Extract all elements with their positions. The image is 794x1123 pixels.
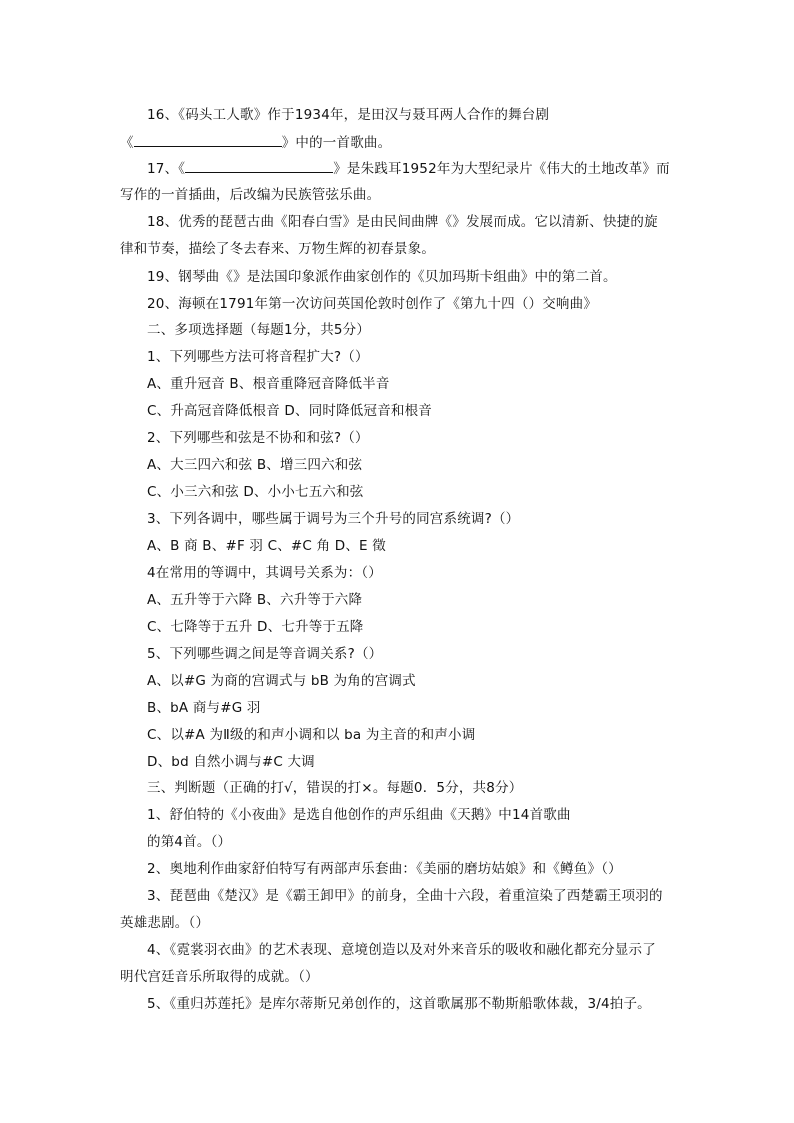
judge-question-1-line-1: 1、舒伯特的《小夜曲》是选自他创作的声乐组曲《天鹅》中14首歌曲 — [147, 807, 571, 823]
mc-question-5-option-a: A、以#G 为商的宫调式与 bB 为角的宫调式 — [147, 673, 416, 689]
mc-question-2-options-cd: C、小三六和弦 D、小小七五六和弦 — [147, 484, 364, 500]
judge-question-4-line-2: 明代宫廷音乐所取得的成就。（） — [120, 969, 319, 985]
mc-question-3-options: A、B 商 B、#F 羽 C、#C 角 D、E 徵 — [147, 538, 386, 554]
question-16-answer-blank[interactable] — [134, 133, 282, 147]
question-18-line-2: 律和节奏，描绘了冬去春来、万物生辉的初春景象。 — [120, 241, 436, 257]
judge-question-3-line-1: 3、琵琶曲《楚汉》是《霸王卸甲》的前身，全曲十六段，着重渲染了西楚霸王项羽的 — [147, 888, 663, 904]
judge-question-5: 5、《重归苏莲托》是库尔蒂斯兄弟创作的，这首歌属那不勒斯船歌体裁，3/4拍子。 — [147, 996, 651, 1012]
question-17-line-2: 写作的一首插曲，后改编为民族管弦乐曲。 — [120, 187, 381, 203]
question-16-text: 16、《码头工人歌》作于1934年，是田汉与聂耳两人合作的舞台剧 — [147, 107, 550, 123]
mc-question-1-options-ab: A、重升冠音 B、根音重降冠音降低半音 — [147, 376, 390, 392]
section-3-title: 三、判断题（正确的打√，错误的打×。每题0．5分，共8分） — [147, 780, 523, 796]
judge-question-3-line-2: 英雄悲剧。（） — [120, 915, 210, 931]
question-16-close-text: 》中的一首歌曲。 — [281, 135, 392, 151]
mc-question-3: 3、下列各调中，哪些属于调号为三个升号的同宫系统调?（） — [147, 511, 520, 527]
mc-question-5-option-d: D、bd 自然小调与#C 大调 — [147, 754, 315, 770]
question-16-open-bracket: 《 — [120, 135, 134, 151]
judge-question-2: 2、奥地利作曲家舒伯特写有两部声乐套曲：《美丽的磨坊姑娘》和《鳟鱼》（） — [147, 861, 622, 877]
mc-question-1: 1、下列哪些方法可将音程扩大?（） — [147, 349, 369, 365]
question-16-line-1 — [147, 106, 549, 124]
mc-question-1-options-cd: C、升高冠音降低根音 D、同时降低冠音和根音 — [147, 403, 433, 419]
section-2-title: 二、多项选择题（每题1分，共5分） — [147, 322, 371, 338]
question-20-line: 20、海顿在1791年第一次访问英国伦敦时创作了《第九十四（）交响曲》 — [147, 296, 598, 312]
question-17-suffix: 》是朱践耳1952年为大型纪录片《伟大的土地改革》而 — [333, 161, 670, 177]
question-17-answer-blank[interactable] — [185, 159, 333, 173]
mc-question-4-options-ab: A、五升等于六降 B、六升等于六降 — [147, 592, 363, 608]
question-17-prefix: 17、《 — [147, 161, 186, 177]
mc-question-4: 4在常用的等调中，其调号关系为：（） — [147, 565, 382, 581]
mc-question-2: 2、下列哪些和弦是不协和和弦?（） — [147, 430, 369, 446]
mc-question-4-options-cd: C、七降等于五升 D、七升等于五降 — [147, 619, 364, 635]
judge-question-4-line-1: 4、《霓裳羽衣曲》的艺术表现、意境创造以及对外来音乐的吸收和融化都充分显示了 — [147, 942, 656, 958]
mc-question-5: 5、下列哪些调之间是等音调关系?（） — [147, 646, 383, 662]
question-16-line-2 — [120, 133, 391, 152]
mc-question-5-option-c: C、以#A 为Ⅱ级的和声小调和以 ba 为主音的和声小调 — [147, 727, 476, 743]
judge-question-1-line-2: 的第4首。（） — [147, 834, 232, 850]
mc-question-5-option-b: B、bA 商与#G 羽 — [147, 700, 261, 716]
question-18-line-1: 18、优秀的琵琶古曲《阳春白雪》是由民间曲牌《》发展而成。它以清新、快捷的旋 — [147, 214, 658, 230]
question-19-line: 19、钢琴曲《》是法国印象派作曲家创作的《贝加玛斯卡组曲》中的第二首。 — [147, 269, 617, 285]
mc-question-2-options-ab: A、大三四六和弦 B、增三四六和弦 — [147, 457, 363, 473]
question-17-line-1 — [147, 159, 670, 178]
